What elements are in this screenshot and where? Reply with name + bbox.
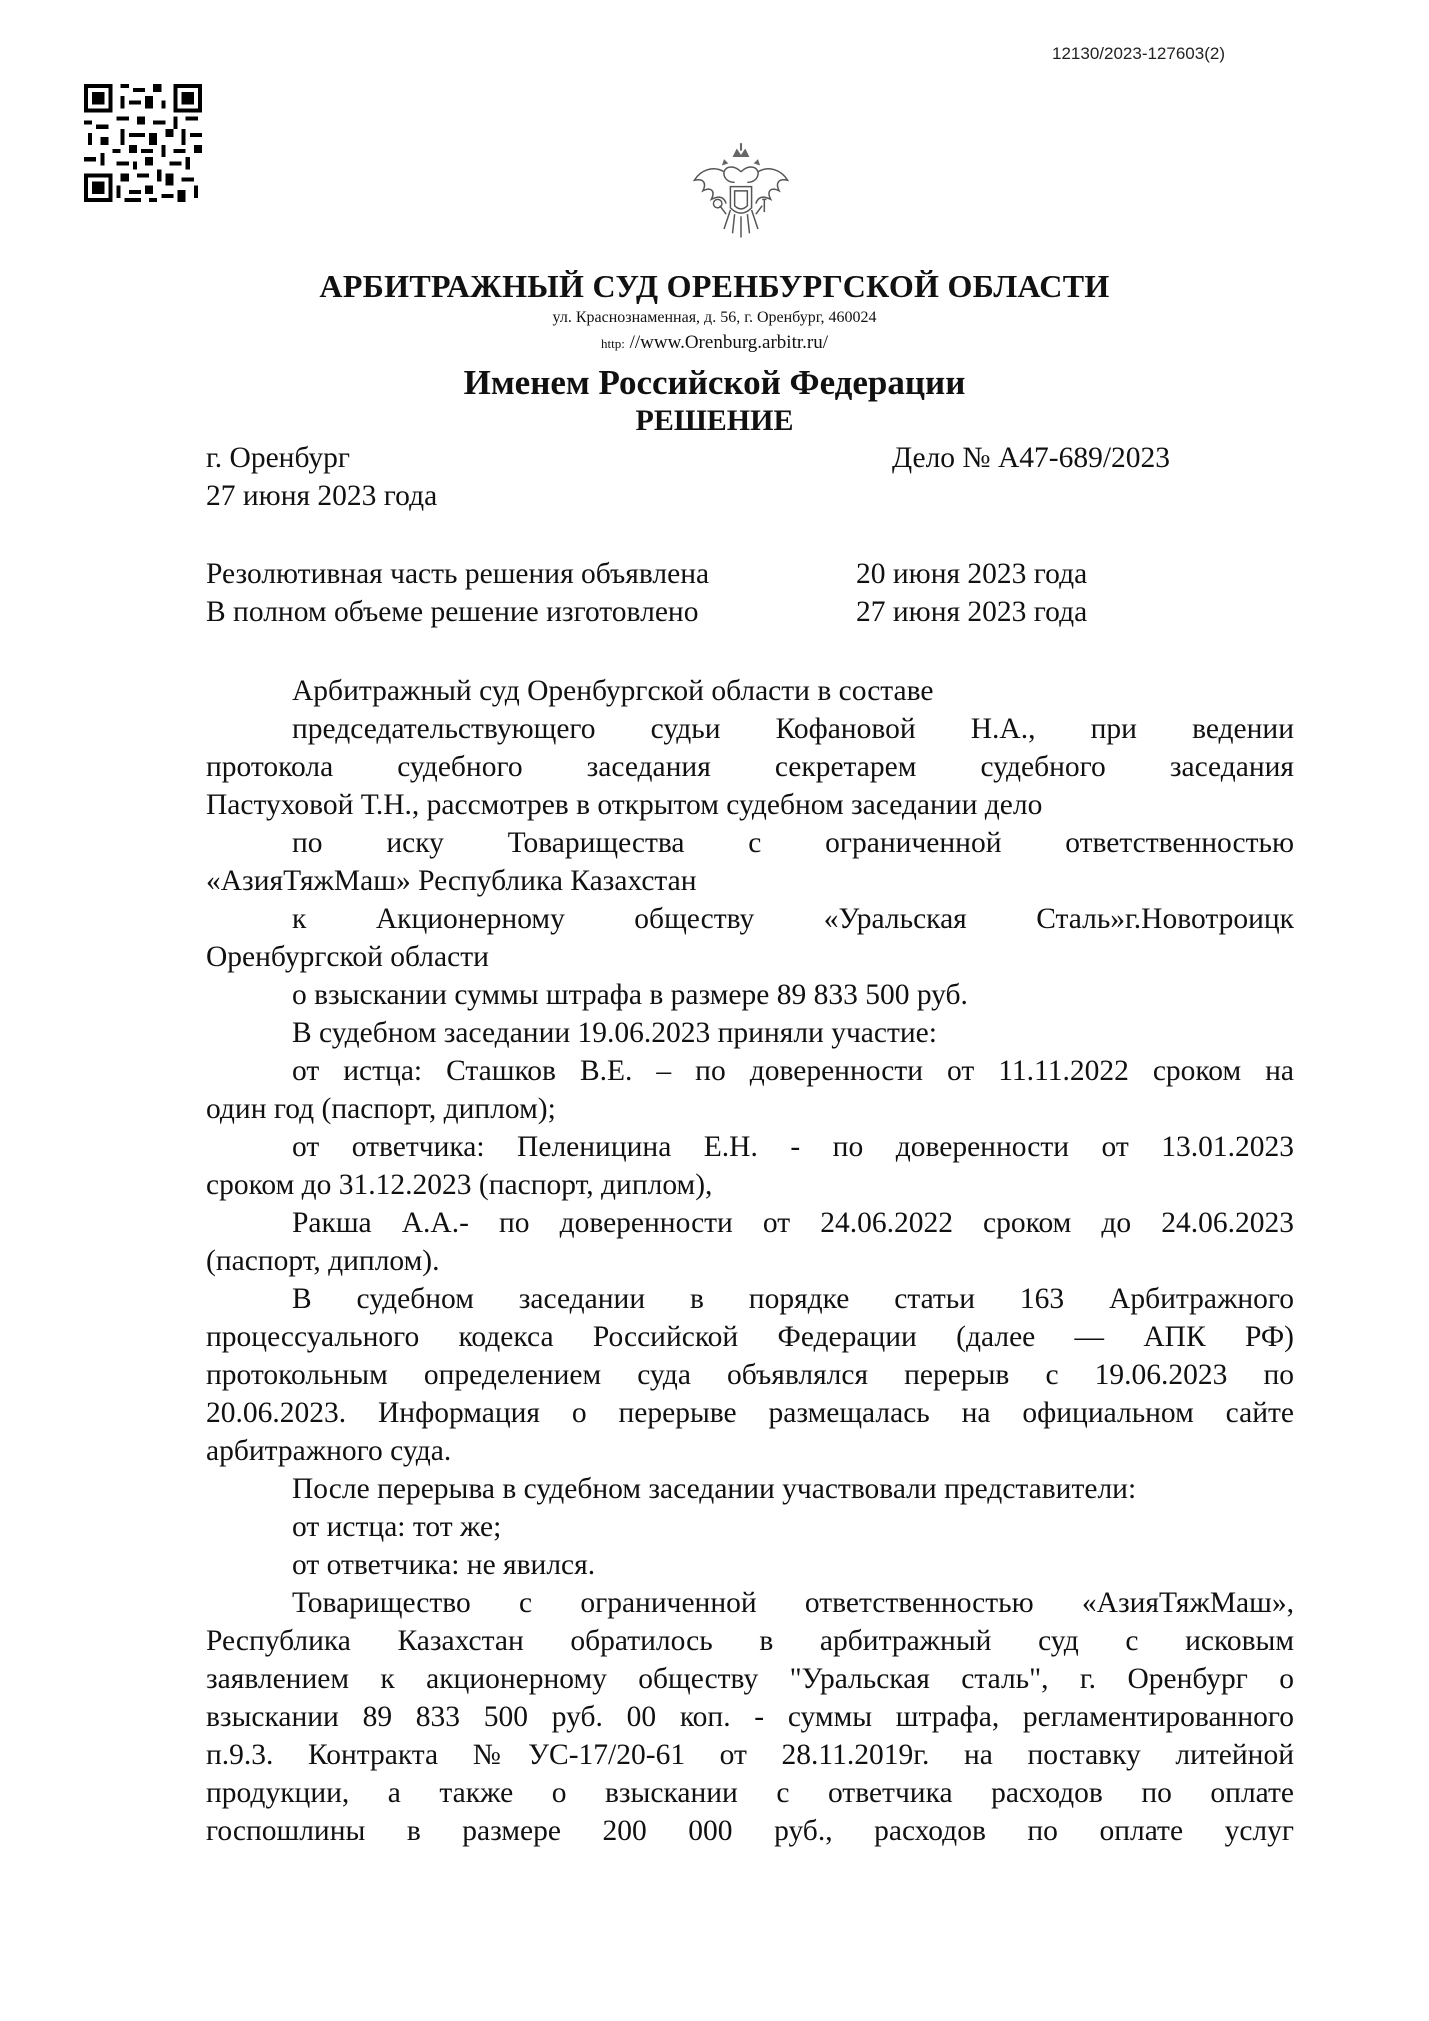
operative-part-label: Резолютивная часть решения объявлена (206, 558, 710, 590)
body-line: В судебном заседании 19.06.2023 приняли участие: (292, 1017, 937, 1049)
coat-of-arms-icon (688, 138, 794, 248)
website-url: //www.Orenburg.arbitr.ru/ (624, 332, 828, 353)
body-line: Ракша А.А.- по доверенности от 24.06.2022 сроком до 24.06.2023 (292, 1207, 1294, 1239)
body-line: В судебном заседании в порядке статьи 163 Арбитражного (292, 1283, 1294, 1315)
full-decision-date: 27 июня 2023 года (856, 596, 1088, 628)
body-line: по иску Товарищества с ограниченной ответственностью (292, 827, 1294, 859)
body-line: Товарищество с ограниченной ответственностью «АзияТяжМаш», (292, 1587, 1294, 1619)
qr-code-icon (84, 84, 202, 202)
body-line: заявлением к акционерному обществу "Уральская сталь", г. Оренбург о (206, 1663, 1294, 1695)
body-line: Арбитражный суд Оренбургской области в составе (292, 675, 934, 707)
city: г. Оренбург (206, 442, 350, 474)
body-line: Пастуховой Т.Н., рассмотрев в открытом судебном заседании дело (206, 789, 1043, 821)
document-type-heading: РЕШЕНИЕ (635, 404, 794, 437)
body-line: После перерыва в судебном заседании участвовали представители: (292, 1473, 1137, 1505)
body-line: протокола судебного заседания секретарем судебного заседания (206, 751, 1294, 783)
body-line: о взыскании суммы штрафа в размере 89 833 500 руб. (292, 979, 968, 1011)
body-line: от ответчика: Пеленицина Е.Н. - по доверенности от 13.01.2023 (292, 1131, 1294, 1163)
body-line: «АзияТяжМаш» Республика Казахстан (206, 865, 697, 897)
body-line: от ответчика: не явился. (292, 1549, 596, 1581)
court-name: АРБИТРАЖНЫЙ СУД ОРЕНБУРГСКОЙ ОБЛАСТИ (319, 268, 1110, 304)
decision-date: 27 июня 2023 года (206, 480, 438, 512)
document-id: 12130/2023-127603(2) (1052, 44, 1225, 63)
case-number: Дело № А47-689/2023 (892, 442, 1171, 474)
body-line: госпошлины в размере 200 000 руб., расходов по оплате услуг (206, 1815, 1294, 1847)
body-line: сроком до 31.12.2023 (паспорт, диплом), (206, 1169, 713, 1201)
body-line: Оренбургской области (206, 941, 489, 973)
body-line: процессуального кодекса Российской Федерации (далее — АПК РФ) (206, 1321, 1294, 1353)
body-line: к Акционерному обществу «Уральская Сталь»г.Новотроицк (292, 903, 1294, 935)
body-line: арбитражного суда. (206, 1435, 452, 1467)
in-the-name-heading: Именем Российской Федерации (463, 363, 966, 402)
body-line: (паспорт, диплом). (206, 1245, 440, 1277)
full-decision-label: В полном объеме решение изготовлено (206, 596, 699, 628)
body-line: один год (паспорт, диплом); (206, 1093, 556, 1125)
body-line: 20.06.2023. Информация о перерыве размещалась на официальном сайте (206, 1397, 1294, 1429)
operative-part-date: 20 июня 2023 года (856, 558, 1088, 590)
website-prefix: http: (601, 336, 625, 351)
court-address: ул. Краснознаменная, д. 56, г. Оренбург, 460024 (552, 309, 877, 326)
body-line: п.9.3. Контракта №УС-17/20-61 от 28.11.2019г. на поставку литейной (206, 1739, 1294, 1771)
court-website (0, 332, 1429, 354)
body-line: председательствующего судьи Кофановой Н.А., при ведении (292, 713, 1294, 745)
body-line: взыскании 89 833 500 руб. 00 коп. - суммы штрафа, регламентированного (206, 1701, 1294, 1733)
body-line: протокольным определением суда объявлялся перерыв с 19.06.2023 по (206, 1359, 1294, 1391)
body-line: продукции, а также о взыскании с ответчика расходов по оплате (206, 1777, 1294, 1809)
body-line: Республика Казахстан обратилось в арбитражный суд с исковым (206, 1625, 1294, 1657)
body-line: от истца: тот же; (292, 1511, 502, 1543)
body-line: от истца: Сташков В.Е. – по доверенности от 11.11.2022 сроком на (292, 1055, 1294, 1087)
